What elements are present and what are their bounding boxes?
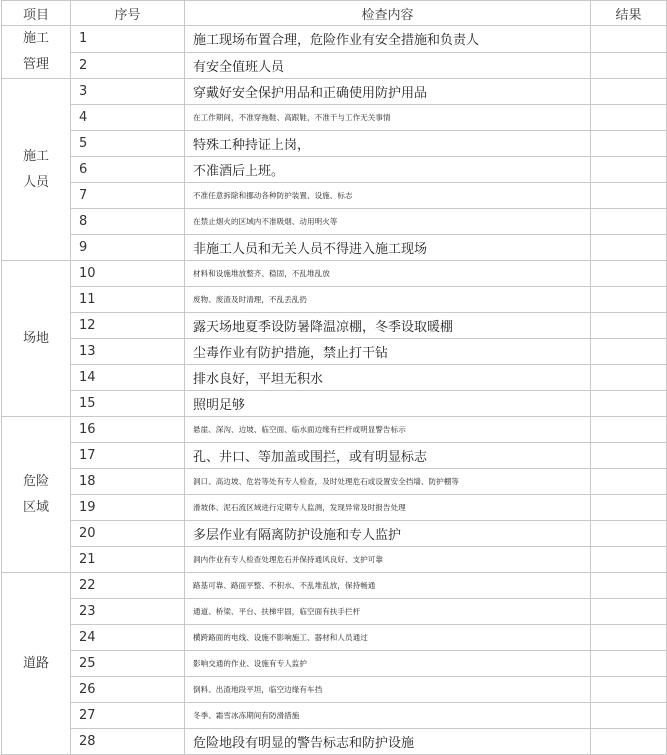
table-row <box>2 417 667 443</box>
seq-cell: 15 <box>71 391 185 417</box>
category-label: 区域 <box>22 499 49 515</box>
result-cell[interactable] <box>591 573 667 599</box>
seq-cell: 12 <box>71 313 185 339</box>
seq-cell: 4 <box>71 105 185 131</box>
header-content: 检查内容 <box>185 1 591 26</box>
result-cell[interactable] <box>591 391 667 417</box>
content-cell: 材料和设施堆放整齐、稳固，不乱堆乱放 <box>185 261 591 287</box>
seq-cell: 24 <box>71 625 185 651</box>
result-cell[interactable] <box>591 183 667 209</box>
table-row <box>2 469 667 495</box>
content-cell: 洞口、高边坡、危岩等处有专人检查，及时处理危石或设置安全挡墙、防护棚等 <box>185 469 591 495</box>
table-row <box>2 313 667 339</box>
category-cell <box>2 261 71 417</box>
table-row <box>2 391 667 417</box>
table-row <box>2 131 667 157</box>
table-row <box>2 443 667 469</box>
table-row <box>2 521 667 547</box>
content-cell: 孔、井口、等加盖或围拦，或有明显标志 <box>185 443 591 469</box>
seq-cell: 14 <box>71 365 185 391</box>
table-row <box>2 573 667 599</box>
seq-cell: 27 <box>71 703 185 729</box>
content-cell: 不准酒后上班。 <box>185 157 591 183</box>
seq-cell: 18 <box>71 469 185 495</box>
result-cell[interactable] <box>591 729 667 755</box>
header-seq: 序号 <box>71 1 185 26</box>
content-cell: 影响交通的作业、设施有专人监护 <box>185 651 591 677</box>
content-cell: 冬季、霜雪冰冻期间有防滑措施 <box>185 703 591 729</box>
result-cell[interactable] <box>591 339 667 365</box>
content-cell: 尘毒作业有防护措施，禁止打干钻 <box>185 339 591 365</box>
result-cell[interactable] <box>591 443 667 469</box>
category-cell <box>2 417 71 573</box>
seq-cell: 8 <box>71 209 185 235</box>
category-cell <box>2 26 71 79</box>
seq-cell: 22 <box>71 573 185 599</box>
content-cell: 废物、废渣及时清理，不乱丢乱扔 <box>185 287 591 313</box>
table-header-row <box>2 1 667 26</box>
content-cell: 悬崖、深沟、边坡、临空面、临水面边缘有拦杆或明显警告标示 <box>185 417 591 443</box>
result-cell[interactable] <box>591 469 667 495</box>
table-row <box>2 183 667 209</box>
content-cell: 施工现场布置合理，危险作业有安全措施和负责人 <box>185 26 591 53</box>
content-cell: 洞内作业有专人检查处理危石并保持通风良好、支护可靠 <box>185 547 591 573</box>
content-cell: 在禁止烟火的区域内不准吸烟、动用明火等 <box>185 209 591 235</box>
result-cell[interactable] <box>591 417 667 443</box>
result-cell[interactable] <box>591 365 667 391</box>
result-cell[interactable] <box>591 131 667 157</box>
table-row <box>2 52 667 79</box>
result-cell[interactable] <box>591 547 667 573</box>
table-row <box>2 625 667 651</box>
content-cell: 照明足够 <box>185 391 591 417</box>
table-row <box>2 235 667 261</box>
result-cell[interactable] <box>591 599 667 625</box>
result-cell[interactable] <box>591 677 667 703</box>
category-label: 危险 <box>22 473 49 489</box>
seq-cell: 7 <box>71 183 185 209</box>
seq-cell: 5 <box>71 131 185 157</box>
table-row <box>2 209 667 235</box>
table-row <box>2 729 667 755</box>
table-row <box>2 79 667 105</box>
table-row <box>2 157 667 183</box>
seq-cell: 11 <box>71 287 185 313</box>
seq-cell: 21 <box>71 547 185 573</box>
table-row <box>2 677 667 703</box>
table-body <box>2 26 667 755</box>
result-cell[interactable] <box>591 105 667 131</box>
seq-cell: 1 <box>71 26 185 53</box>
content-cell: 在工作期间，不准穿拖鞋、高跟鞋，不准干与工作无关事情 <box>185 105 591 131</box>
seq-cell: 23 <box>71 599 185 625</box>
seq-cell: 13 <box>71 339 185 365</box>
category-label: 施工 <box>22 31 49 46</box>
table-row <box>2 599 667 625</box>
result-cell[interactable] <box>591 235 667 261</box>
content-cell: 排水良好，平坦无积水 <box>185 365 591 391</box>
result-cell[interactable] <box>591 651 667 677</box>
content-cell: 多层作业有隔离防护设施和专人监护 <box>185 521 591 547</box>
result-cell[interactable] <box>591 52 667 79</box>
seq-cell: 3 <box>71 79 185 105</box>
seq-cell: 2 <box>71 52 185 79</box>
result-cell[interactable] <box>591 521 667 547</box>
category-label: 管理 <box>22 57 49 72</box>
seq-cell: 25 <box>71 651 185 677</box>
content-cell: 横跨路面的电线、设施不影响施工、器材和人员通过 <box>185 625 591 651</box>
category-label: 道路 <box>22 655 49 671</box>
table-row <box>2 547 667 573</box>
seq-cell: 28 <box>71 729 185 755</box>
result-cell[interactable] <box>591 287 667 313</box>
table-row <box>2 339 667 365</box>
content-cell: 危险地段有明显的警告标志和防护设施 <box>185 729 591 755</box>
header-category: 项目 <box>2 1 71 26</box>
result-cell[interactable] <box>591 625 667 651</box>
table-row <box>2 365 667 391</box>
table-row <box>2 495 667 521</box>
category-label: 场地 <box>22 330 49 346</box>
content-cell: 非施工人员和无关人员不得进入施工现场 <box>185 235 591 261</box>
seq-cell: 17 <box>71 443 185 469</box>
seq-cell: 6 <box>71 157 185 183</box>
result-cell[interactable] <box>591 26 667 53</box>
result-cell[interactable] <box>591 157 667 183</box>
seq-cell: 16 <box>71 417 185 443</box>
result-cell[interactable] <box>591 703 667 729</box>
seq-cell: 10 <box>71 261 185 287</box>
seq-cell: 19 <box>71 495 185 521</box>
seq-cell: 26 <box>71 677 185 703</box>
content-cell: 倒料、出渣地段平坦，临空边缘有车挡 <box>185 677 591 703</box>
result-cell[interactable] <box>591 313 667 339</box>
seq-cell: 9 <box>71 235 185 261</box>
table-row <box>2 703 667 729</box>
safety-inspection-table <box>1 0 667 755</box>
category-label: 人员 <box>22 174 49 190</box>
result-cell[interactable] <box>591 261 667 287</box>
content-cell: 滑坡体、泥石流区域进行定期专人监测，发现异常及时报告处理 <box>185 495 591 521</box>
header-result: 结果 <box>591 1 667 26</box>
content-cell: 有安全值班人员 <box>185 52 591 79</box>
table-row <box>2 287 667 313</box>
result-cell[interactable] <box>591 209 667 235</box>
result-cell[interactable] <box>591 495 667 521</box>
result-cell[interactable] <box>591 79 667 105</box>
table-row <box>2 261 667 287</box>
content-cell: 露天场地夏季设防暑降温凉棚，冬季设取暖棚 <box>185 313 591 339</box>
content-cell: 通道、桥梁、平台、扶梯牢固，临空面有扶手拦杆 <box>185 599 591 625</box>
table-row <box>2 651 667 677</box>
table-row <box>2 26 667 53</box>
category-cell <box>2 573 71 755</box>
content-cell: 穿戴好安全保护用品和正确使用防护用品 <box>185 79 591 105</box>
category-cell <box>2 79 71 261</box>
category-label: 施工 <box>22 148 49 164</box>
content-cell: 特殊工种持证上岗， <box>185 131 591 157</box>
table-row <box>2 105 667 131</box>
seq-cell: 20 <box>71 521 185 547</box>
content-cell: 不准任意拆除和挪动各种防护装置、设施、标志 <box>185 183 591 209</box>
content-cell: 路基可靠、路面平整、不积水、不乱堆乱放，保持畅通 <box>185 573 591 599</box>
